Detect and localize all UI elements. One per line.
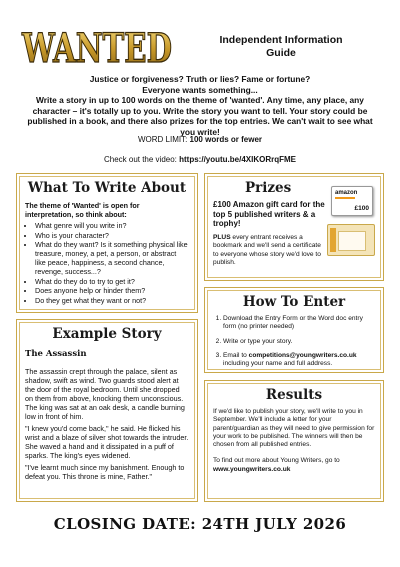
what-to-write-heading: What To Write About xyxy=(27,180,187,196)
example-story-box xyxy=(16,319,198,502)
intro-line3: Write a story in up to 100 words on the theme of 'wanted'. Any time, any place, any character – it's totally up to you. Write the story you want to tell. Your story could be published in a book, and there also prizes for the top entries. We can't wait to see what you write! xyxy=(27,95,373,137)
logo-text: WANTED xyxy=(21,25,172,72)
results-para-2: To find out more about Young Writers, go to www.youngwriters.co.uk xyxy=(213,457,340,473)
step-2: 2. Write or type your story. xyxy=(223,338,375,346)
story-para-1: The assassin crept through the palace, silent as shadow, swift as wind. Two guards stood alert at the door of the royal bedroom. Until she dropped on them from above, knocking them unconscious. The king was sat at an oak desk, a candle burning low in front of him. xyxy=(25,367,185,421)
what-to-write-box xyxy=(16,173,198,313)
word-limit: WORD LIMIT: 100 words or fewer xyxy=(137,135,263,144)
list-item: • What genre will you write in? xyxy=(35,221,189,230)
step-3: 3. Email to competitions@youngwriters.co.uk including your name and full address. xyxy=(223,352,375,369)
intro-line1: Justice or forgiveness? Truth or lies? Fame or fortune? xyxy=(89,74,311,84)
video-line: Check out the video: https://youtu.be/4XIKORrqFME xyxy=(103,155,297,164)
video-link[interactable]: https://youtu.be/4XIKORrqFME xyxy=(179,155,297,164)
list-item: • Do they get what they want or not? xyxy=(35,296,189,305)
prizes-box xyxy=(204,173,384,281)
what-to-write-list xyxy=(25,221,189,305)
list-item: • Who is your character? xyxy=(35,231,189,240)
example-story-heading: Example Story xyxy=(52,326,162,342)
results-box xyxy=(204,380,384,502)
list-item: • What do they want? Is it something physical like treasure, money, a pet, a person, or abstract like peace, happiness, a second chance, revenge, success...? xyxy=(35,240,189,276)
website-link[interactable]: www.youngwriters.co.uk xyxy=(213,465,291,473)
how-to-enter-steps xyxy=(213,315,375,368)
prizes-heading: Prizes xyxy=(245,180,292,196)
list-item: • What do they do to try to get it? xyxy=(35,277,189,286)
email-link[interactable]: competitions@youngwriters.co.uk xyxy=(248,351,357,359)
results-heading: Results xyxy=(265,387,323,403)
guide-title-line1: Independent Information xyxy=(219,34,343,46)
how-to-enter-heading: How To Enter xyxy=(242,294,346,310)
bookmark-certificate-image xyxy=(327,224,375,256)
gift-card-value: £100 xyxy=(354,205,369,212)
gift-card-image xyxy=(331,186,373,216)
list-item: • Does anyone help or hinder them? xyxy=(35,286,189,295)
gift-card-brand: amazon xyxy=(335,190,358,196)
closing-date: CLOSING DATE: 24TH JULY 2026 xyxy=(53,515,347,533)
guide-title-line2: Guide xyxy=(266,47,296,59)
wanted-logo xyxy=(20,22,180,72)
story-para-3: "I've learnt much since my banishment. Enough to defeat you. This throne is mine, Father." xyxy=(25,463,185,481)
story-title: The Assassin xyxy=(25,349,87,359)
plus-prize: PLUS every entrant receives a bookmark and we'll send a certificate to everyone whose story we'd love to publish. xyxy=(213,233,321,266)
step-1: 1. Download the Entry Form or the Word doc entry form (no printer needed) xyxy=(223,315,375,332)
intro-line2: Everyone wants something... xyxy=(142,84,258,95)
results-para-1: If we'd like to publish your story, we'll write to you in September. We'll include a letter for your parent/guardian as they will need to give permission for your work to be published. The winners will then be chosen from all published entries. xyxy=(213,408,375,449)
story-para-2: "I knew you'd come back," he said. He flicked his wrist and a blaze of silver shot towards the intruder. She waved a hand and it dissipated in a puff of sparks. The king's eyes widened. xyxy=(25,424,189,460)
intro-text xyxy=(20,74,380,138)
guide-title xyxy=(186,34,376,60)
main-prize: £100 Amazon gift card for the top 5 published writers & a trophy! xyxy=(213,200,325,228)
word-limit-value: 100 words or fewer xyxy=(189,135,263,144)
what-to-write-intro: The theme of 'Wanted' is open for interpretation, so think about: xyxy=(25,201,140,219)
how-to-enter-box xyxy=(204,287,384,373)
